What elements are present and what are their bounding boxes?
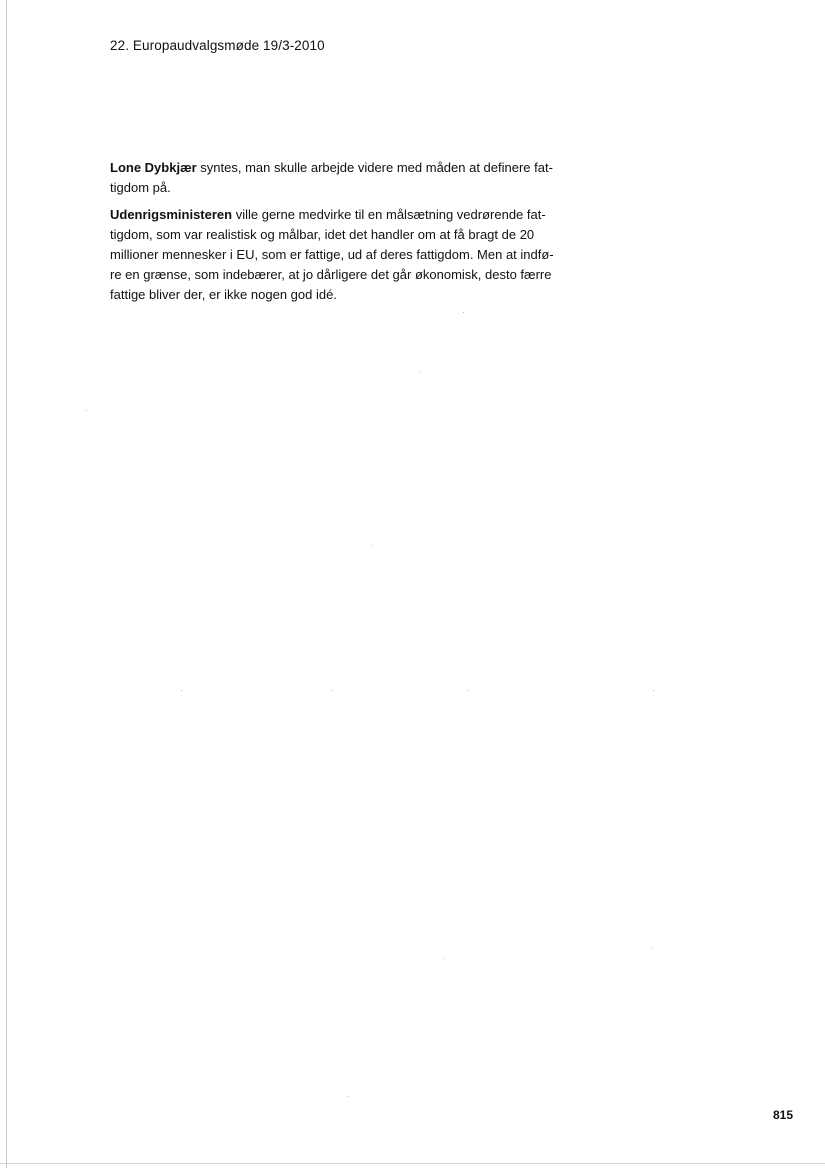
- text-line: [110, 158, 590, 178]
- speaker-name: Udenrigsministeren: [110, 207, 233, 222]
- page-header: 22. Europaudvalgsmøde 19/3-2010: [110, 38, 325, 53]
- text-line: millioner mennesker i EU, som er fattige, ud af deres fattigdom. Men at indfø-: [110, 247, 554, 262]
- scan-speck: [444, 958, 445, 959]
- text-line: re en grænse, som indebærer, at jo dårligere det går økonomisk, desto færre: [110, 267, 552, 282]
- scan-speck: [420, 372, 421, 373]
- speaker-name: Lone Dybkjær: [110, 160, 197, 175]
- text-line: tigdom på.: [110, 180, 171, 195]
- scan-speck: [181, 690, 182, 691]
- statement-text: ville gerne medvirke til en målsætning vedrørende fat-: [232, 207, 546, 222]
- page-number: 815: [773, 1108, 794, 1122]
- scan-speck: [86, 410, 87, 411]
- scan-speck: [653, 690, 654, 691]
- scan-border-left: [6, 0, 7, 1168]
- scan-speck: [468, 690, 469, 691]
- scan-speck: [347, 1096, 348, 1097]
- text-line: [110, 205, 590, 225]
- paragraph-lone-dybkjaer: [110, 158, 590, 198]
- paragraph-udenrigsministeren: [110, 205, 590, 305]
- statement-text: syntes, man skulle arbejde videre med måden at definere fat-: [196, 160, 553, 175]
- scan-speck: [463, 312, 464, 313]
- scan-speck: [332, 690, 333, 691]
- scan-speck: [372, 545, 373, 546]
- body-text: [110, 158, 590, 312]
- text-line: fattige bliver der, er ikke nogen god idé.: [110, 287, 337, 302]
- scan-border-bottom: [0, 1163, 825, 1164]
- text-line: tigdom, som var realistisk og målbar, idet det handler om at få bragt de 20: [110, 227, 535, 242]
- scan-speck: [651, 948, 652, 949]
